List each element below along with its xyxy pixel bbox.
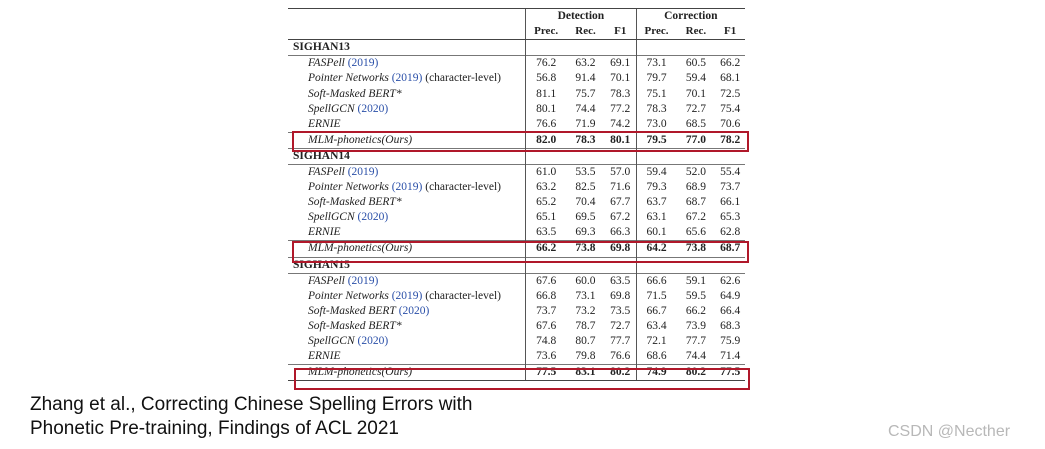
value-cell: 69.3 <box>575 226 596 239</box>
method-citation-year: (2019) <box>391 181 423 194</box>
method-cell <box>288 304 526 319</box>
method-citation-year: (2020) <box>398 304 430 317</box>
value-cell: 73.9 <box>685 319 706 332</box>
value-cell: 82.5 <box>575 181 596 194</box>
group-header-correction: Correction <box>636 9 745 25</box>
table-row <box>288 319 745 334</box>
value-cell: 66.2 <box>685 304 706 317</box>
method-name: FASPell <box>308 165 345 178</box>
section-blank-cell <box>526 40 566 56</box>
value-cell: 72.1 <box>636 334 676 349</box>
value-cell: 69.5 <box>575 211 596 224</box>
value-cell: 66.1 <box>720 196 741 209</box>
method-cell <box>288 180 526 195</box>
method-note: (character-level) <box>425 72 501 85</box>
value-cell: 67.2 <box>610 211 631 224</box>
value-cell: 75.4 <box>720 102 741 115</box>
value-cell: 80.2 <box>676 365 715 381</box>
sub-header-rec: Rec. <box>566 24 605 40</box>
value-cell: 73.7 <box>526 304 566 319</box>
value-cell: 74.9 <box>636 365 676 381</box>
value-cell: 73.5 <box>610 304 631 317</box>
method-citation-year: (2020) <box>357 102 389 115</box>
value-cell: 67.6 <box>526 273 566 289</box>
method-name: FASPell <box>308 274 345 287</box>
value-cell: 65.1 <box>526 210 566 225</box>
method-name: Soft-Masked BERT* <box>308 319 402 332</box>
value-cell: 64.2 <box>636 241 676 257</box>
section-title: SIGHAN15 <box>288 257 526 273</box>
value-cell: 77.2 <box>610 102 631 115</box>
value-cell: 80.2 <box>605 365 636 381</box>
method-cell <box>288 225 526 241</box>
section-title: SIGHAN13 <box>293 41 350 54</box>
method-name: MLM-phonetics(Ours) <box>308 366 413 379</box>
sub-header-row <box>288 24 745 40</box>
method-name: Soft-Masked BERT <box>308 304 396 317</box>
table-row <box>288 164 745 180</box>
value-cell: 60.1 <box>636 225 676 241</box>
value-cell: 69.8 <box>605 241 636 257</box>
sub-header-f1: F1 <box>715 24 745 40</box>
table-row <box>288 102 745 117</box>
method-name: ERNIE <box>308 226 341 239</box>
table-row <box>288 304 745 319</box>
section-title: SIGHAN14 <box>288 148 526 164</box>
group-header-detection: Detection <box>526 9 636 25</box>
value-cell: 76.6 <box>610 350 631 363</box>
value-cell: 78.3 <box>566 132 605 148</box>
method-cell <box>288 164 526 180</box>
value-cell: 73.8 <box>676 241 715 257</box>
table-row <box>288 334 745 349</box>
method-cell <box>288 319 526 334</box>
value-cell: 59.4 <box>636 164 676 180</box>
method-name: FASPell <box>308 57 345 70</box>
method-name: MLM-phonetics(Ours) <box>308 242 413 255</box>
sub-header-prec: Prec. <box>636 24 676 40</box>
value-cell: 53.5 <box>566 164 605 180</box>
value-cell: 73.2 <box>575 304 596 317</box>
value-cell: 77.0 <box>676 132 715 148</box>
table-row <box>288 210 745 225</box>
highlight-box-sighan15 <box>294 368 750 390</box>
method-name: Pointer Networks <box>308 289 389 302</box>
value-cell: 59.5 <box>685 289 706 302</box>
value-cell: 73.7 <box>720 181 741 194</box>
value-cell: 73.6 <box>526 349 566 365</box>
value-cell: 73.1 <box>636 56 676 72</box>
method-cell <box>288 195 526 210</box>
value-cell: 66.8 <box>526 289 566 304</box>
method-citation-year: (2019) <box>391 289 423 302</box>
method-citation-year: (2019) <box>347 57 379 70</box>
sub-header-rec: Rec. <box>676 24 715 40</box>
value-cell: 79.8 <box>575 350 596 363</box>
value-cell: 68.7 <box>715 241 745 257</box>
value-cell: 73.8 <box>566 241 605 257</box>
value-cell: 80.1 <box>526 102 566 117</box>
method-name: Pointer Networks <box>308 72 389 85</box>
value-cell: 72.5 <box>720 87 741 100</box>
value-cell: 69.8 <box>610 289 631 302</box>
method-cell <box>288 86 526 101</box>
method-cell <box>288 210 526 225</box>
value-cell: 71.5 <box>636 289 676 304</box>
results-table-body <box>288 9 745 381</box>
highlight-box-sighan14 <box>292 241 749 263</box>
value-cell: 79.5 <box>636 132 676 148</box>
value-cell: 74.2 <box>610 117 631 130</box>
highlight-box-sighan13 <box>292 131 749 152</box>
section-blank-cell <box>605 40 636 56</box>
value-cell: 75.7 <box>575 87 596 100</box>
method-cell <box>288 56 526 72</box>
value-cell: 67.7 <box>610 196 631 209</box>
value-cell: 65.3 <box>720 211 741 224</box>
method-cell <box>288 71 526 86</box>
value-cell: 68.5 <box>685 117 706 130</box>
value-cell: 70.4 <box>575 196 596 209</box>
value-cell: 78.2 <box>715 132 745 148</box>
value-cell: 66.4 <box>720 304 741 317</box>
value-cell: 63.1 <box>636 210 676 225</box>
table-row <box>288 273 745 289</box>
sub-header-f1: F1 <box>605 24 636 40</box>
value-cell: 59.1 <box>676 273 715 289</box>
value-cell: 71.6 <box>610 181 631 194</box>
value-cell: 63.5 <box>605 273 636 289</box>
value-cell: 72.7 <box>610 319 631 332</box>
citation-caption-line-2: Phonetic Pre-training, Findings of ACL 2021 <box>30 418 399 439</box>
method-name: MLM-phonetics(Ours) <box>308 133 413 146</box>
table-row <box>288 56 745 72</box>
value-cell: 76.2 <box>526 56 566 72</box>
value-cell: 64.9 <box>720 289 741 302</box>
value-cell: 79.7 <box>636 71 676 86</box>
table-row <box>288 195 745 210</box>
value-cell: 70.1 <box>610 72 631 85</box>
value-cell: 74.4 <box>575 102 596 115</box>
value-cell: 69.1 <box>605 56 636 72</box>
value-cell: 55.4 <box>715 164 745 180</box>
value-cell: 62.6 <box>715 273 745 289</box>
value-cell: 63.5 <box>526 225 566 241</box>
table-row <box>288 180 745 195</box>
method-cell <box>288 334 526 349</box>
value-cell: 68.1 <box>720 72 741 85</box>
value-cell: 71.4 <box>720 350 741 363</box>
value-cell: 68.6 <box>636 349 676 365</box>
section-blank-cell <box>566 40 605 56</box>
value-cell: 91.4 <box>575 72 596 85</box>
value-cell: 76.6 <box>526 117 566 133</box>
value-cell: 63.7 <box>636 195 676 210</box>
value-cell: 79.3 <box>636 180 676 195</box>
value-cell: 71.9 <box>575 117 596 130</box>
method-note: (character-level) <box>425 289 501 302</box>
value-cell: 68.7 <box>685 196 706 209</box>
method-note: (character-level) <box>425 181 501 194</box>
value-cell: 60.5 <box>676 56 715 72</box>
value-cell: 78.3 <box>636 102 676 117</box>
method-cell <box>288 273 526 289</box>
method-name: SpellGCN <box>308 335 355 348</box>
value-cell: 70.1 <box>685 87 706 100</box>
value-cell: 73.0 <box>636 117 676 133</box>
table-row <box>288 349 745 365</box>
value-cell: 75.1 <box>636 86 676 101</box>
watermark: CSDN @Necther <box>888 423 1011 440</box>
sub-header-prec: Prec. <box>526 24 566 40</box>
method-name: Soft-Masked BERT* <box>308 196 402 209</box>
value-cell: 63.2 <box>566 56 605 72</box>
value-cell: 66.2 <box>715 56 745 72</box>
value-cell: 82.0 <box>526 132 566 148</box>
value-cell: 65.6 <box>685 226 706 239</box>
table-row <box>288 289 745 304</box>
value-cell: 74.8 <box>526 334 566 349</box>
value-cell: 75.9 <box>720 335 741 348</box>
value-cell: 66.2 <box>526 241 566 257</box>
value-cell: 73.1 <box>575 289 596 302</box>
value-cell: 70.6 <box>720 117 741 130</box>
value-cell: 61.0 <box>526 164 566 180</box>
value-cell: 68.9 <box>685 181 706 194</box>
section-header-row <box>288 40 745 56</box>
table-row <box>288 225 745 241</box>
method-name: Soft-Masked BERT* <box>308 87 402 100</box>
header-blank-cell <box>288 24 526 40</box>
value-cell: 77.5 <box>526 365 566 381</box>
value-cell: 66.7 <box>636 304 676 319</box>
value-cell: 66.6 <box>636 273 676 289</box>
value-cell: 77.7 <box>610 335 631 348</box>
value-cell: 72.7 <box>685 102 706 115</box>
value-cell: 67.6 <box>526 319 566 334</box>
method-name: SpellGCN <box>308 211 355 224</box>
section-blank-cell <box>636 40 676 56</box>
value-cell: 74.4 <box>685 350 706 363</box>
value-cell: 77.5 <box>715 365 745 381</box>
results-table <box>288 8 745 381</box>
section-blank-cell <box>715 40 745 56</box>
value-cell: 83.1 <box>566 365 605 381</box>
value-cell: 65.2 <box>526 195 566 210</box>
method-cell <box>288 289 526 304</box>
method-name: SpellGCN <box>308 102 355 115</box>
method-name: ERNIE <box>308 350 341 363</box>
value-cell: 80.1 <box>605 132 636 148</box>
value-cell: 78.3 <box>610 87 631 100</box>
section-blank-cell <box>676 40 715 56</box>
value-cell: 78.7 <box>575 319 596 332</box>
method-citation-year: (2019) <box>391 72 423 85</box>
value-cell: 67.2 <box>685 211 706 224</box>
method-cell <box>288 117 526 133</box>
table-row <box>288 117 745 133</box>
value-cell: 63.4 <box>636 319 676 334</box>
value-cell: 63.2 <box>526 180 566 195</box>
method-name: Pointer Networks <box>308 181 389 194</box>
method-citation-year: (2019) <box>347 165 379 178</box>
value-cell: 60.0 <box>566 273 605 289</box>
method-citation-year: (2020) <box>357 335 389 348</box>
value-cell: 80.7 <box>575 335 596 348</box>
citation-caption-line-1: Zhang et al., Correcting Chinese Spelling Errors with <box>30 394 473 415</box>
value-cell: 66.3 <box>610 226 631 239</box>
method-cell <box>288 102 526 117</box>
value-cell: 56.8 <box>526 71 566 86</box>
value-cell: 77.7 <box>685 335 706 348</box>
header-blank-cell <box>288 9 526 25</box>
value-cell: 62.8 <box>720 226 741 239</box>
method-cell <box>288 349 526 365</box>
value-cell: 57.0 <box>605 164 636 180</box>
value-cell: 81.1 <box>526 86 566 101</box>
group-header-row <box>288 9 745 25</box>
method-name: ERNIE <box>308 117 341 130</box>
method-citation-year: (2019) <box>347 274 379 287</box>
method-citation-year: (2020) <box>357 211 389 224</box>
value-cell: 59.4 <box>685 72 706 85</box>
table-row <box>288 71 745 86</box>
value-cell: 68.3 <box>720 319 741 332</box>
value-cell: 52.0 <box>676 164 715 180</box>
table-row <box>288 86 745 101</box>
